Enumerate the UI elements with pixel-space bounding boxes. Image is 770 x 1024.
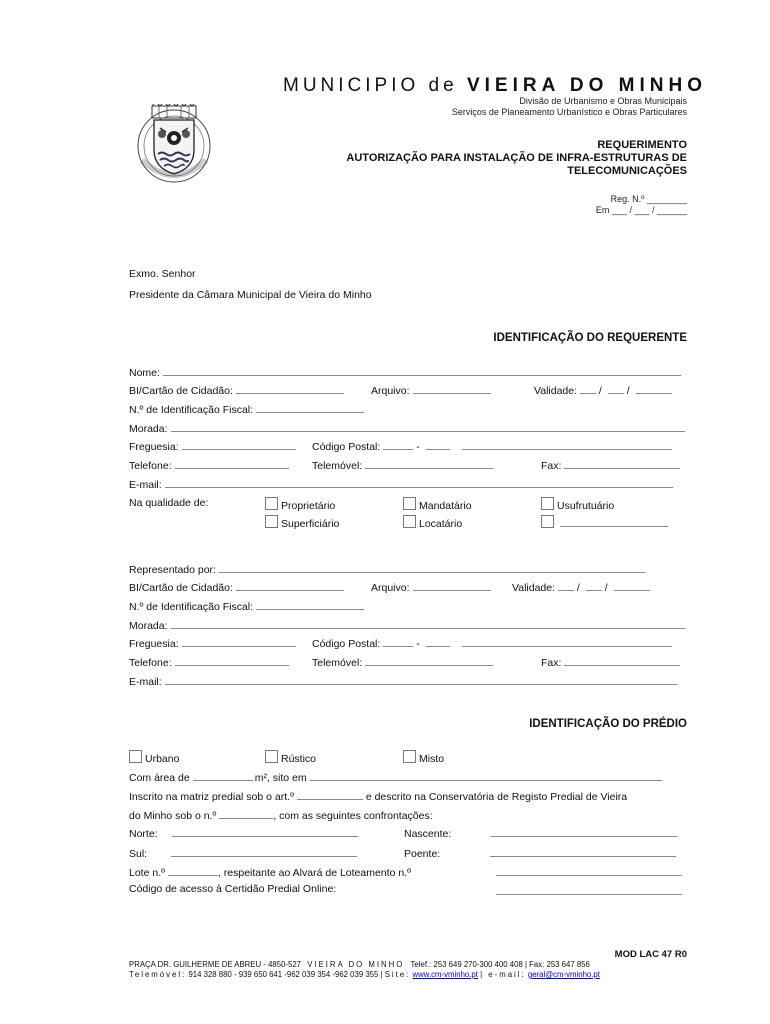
nif-row <box>129 401 364 416</box>
nif-field[interactable] <box>256 401 364 413</box>
matriz-label-2: e descrito na Conservatória de Registo Predial de Vieira <box>365 791 628 803</box>
poente-field[interactable] <box>490 845 676 857</box>
checkbox-misto[interactable] <box>403 750 416 763</box>
poente-row <box>404 845 676 860</box>
rep-validade-label: Validade: <box>512 582 556 594</box>
type-misto[interactable] <box>403 750 444 765</box>
freguesia-field[interactable] <box>182 438 296 450</box>
rep-morada-field[interactable] <box>171 617 685 629</box>
footer-line-2 <box>129 970 600 979</box>
rep-validade-day-field[interactable] <box>558 579 574 591</box>
matriz-label-1: Inscrito na matriz predial sob o art.º <box>129 791 294 803</box>
telemovel-field[interactable] <box>365 457 493 469</box>
bi-label: BI/Cartão de Cidadão: <box>129 385 233 397</box>
type-rustico[interactable] <box>265 750 316 765</box>
codigo-postal-row: Código Postal: - <box>312 438 672 453</box>
fax-row <box>541 457 680 472</box>
title-name: VIEIRA DO MINHO <box>466 75 708 96</box>
footer-address: PRAÇA DR. GUILHERME DE ABREU - 4850-527 <box>129 960 302 969</box>
type-label: Rústico <box>281 753 317 765</box>
reg-number-field[interactable]: Reg. N.º ________ <box>610 194 687 204</box>
sul-label: Sul: <box>129 848 148 860</box>
rep-nif-field[interactable] <box>256 598 364 610</box>
telefone-field[interactable] <box>175 457 289 469</box>
minho-label-1: do Minho sob o n.º <box>129 810 217 822</box>
footer-email-label: | e-mail: <box>480 970 526 979</box>
qualidade-label: Na qualidade de: <box>129 497 209 509</box>
rep-nif-label: N.º de Identificação Fiscal: <box>129 601 254 613</box>
date-field[interactable]: Em ___ / ___ / ______ <box>595 205 687 215</box>
rep-telefone-label: Telefone: <box>129 657 172 669</box>
coat-of-arms-emblem <box>130 104 218 184</box>
option-label: Mandatário <box>419 500 472 512</box>
rep-codigo-postal-row: Código Postal: - <box>312 635 672 650</box>
footer-mobiles: 914 328 880 - 939 650 641 -962 039 354 -962 039 355 | <box>188 970 383 979</box>
rep-freguesia-row <box>129 635 296 650</box>
sul-row <box>129 845 357 860</box>
applicant-heading: IDENTIFICAÇÃO DO REQUERENTE <box>493 332 687 344</box>
rep-freguesia-label: Freguesia: <box>129 638 179 650</box>
rep-telefone-field[interactable] <box>175 654 289 666</box>
morada-label: Morada: <box>129 423 168 435</box>
minho-row <box>129 807 433 822</box>
arquivo-field[interactable] <box>413 382 491 394</box>
option-label: Locatário <box>419 518 463 530</box>
codigo-postal-label: Código Postal: <box>312 441 381 453</box>
rep-telemovel-field[interactable] <box>365 654 493 666</box>
doc-subject-line-1: AUTORIZAÇÃO PARA INSTALAÇÃO DE INFRA-ESTRUTURAS DE <box>346 152 687 164</box>
rep-arquivo-label: Arquivo: <box>371 582 410 594</box>
codigo-acesso-field[interactable] <box>496 883 682 895</box>
option-mandatario[interactable] <box>403 497 472 512</box>
nome-label: Nome: <box>129 367 160 379</box>
option-label: Superficiário <box>281 518 340 530</box>
nome-field[interactable] <box>163 364 681 376</box>
rep-bi-label: BI/Cartão de Cidadão: <box>129 582 233 594</box>
morada-field[interactable] <box>171 420 685 432</box>
email-label: E-mail: <box>129 479 162 491</box>
rep-nif-row <box>129 598 364 613</box>
codigo-postal-locality-field[interactable] <box>462 438 672 450</box>
rep-codigo-postal-field-2[interactable] <box>426 635 450 647</box>
arquivo-label: Arquivo: <box>371 385 410 397</box>
bi-row <box>129 382 344 397</box>
checkbox-usufrutuario[interactable] <box>541 497 554 510</box>
validade-year-field[interactable] <box>636 382 672 394</box>
rep-validade-month-field[interactable] <box>586 579 602 591</box>
type-label: Misto <box>419 753 445 765</box>
codigo-postal-field-1[interactable] <box>383 438 413 450</box>
checkbox-proprietario[interactable] <box>265 497 278 510</box>
checkbox-mandatario[interactable] <box>403 497 416 510</box>
lote-field[interactable] <box>168 864 218 876</box>
telemovel-row <box>312 457 493 472</box>
area-suffix: m², sito em <box>254 772 307 784</box>
footer-site-label: Site: <box>384 970 411 979</box>
location-field[interactable] <box>310 769 662 781</box>
matriz-article-field[interactable] <box>297 788 363 800</box>
validade-month-field[interactable] <box>608 382 624 394</box>
rep-email-row <box>129 673 677 688</box>
fax-field[interactable] <box>564 457 680 469</box>
registry-number-field[interactable] <box>219 807 273 819</box>
rep-fax-label: Fax: <box>541 657 562 669</box>
bi-field[interactable] <box>236 382 344 394</box>
area-row <box>129 769 662 784</box>
rep-bi-field[interactable] <box>236 579 344 591</box>
doc-type: REQUERIMENTO <box>597 139 687 151</box>
telefone-row <box>129 457 289 472</box>
rep-codigo-postal-field-1[interactable] <box>383 635 413 647</box>
rep-freguesia-field[interactable] <box>182 635 296 647</box>
matriz-row <box>129 788 627 803</box>
rep-email-label: E-mail: <box>129 676 162 688</box>
rep-morada-row <box>129 617 685 632</box>
nascente-field[interactable] <box>491 825 677 837</box>
norte-label: Norte: <box>129 828 158 840</box>
footer-phone-fax: Telef.: 253 649 270-300 400 408 | Fax: 253 647 856 <box>410 960 590 969</box>
doc-subject-line-2: TELECOMUNICAÇÕES <box>567 165 687 177</box>
checkbox-locatario[interactable] <box>403 515 416 528</box>
option-label: Usufrutuário <box>557 500 615 512</box>
area-prefix: Com área de <box>129 772 190 784</box>
rep-fax-field[interactable] <box>564 654 680 666</box>
option-label: Proprietário <box>281 500 336 512</box>
morada-row <box>129 420 685 435</box>
municipality-title <box>283 75 707 97</box>
salutation: Exmo. Senhor <box>129 268 196 280</box>
sul-field[interactable] <box>171 845 357 857</box>
checkbox-other[interactable] <box>541 515 554 528</box>
email-row <box>129 476 673 491</box>
nascente-row <box>404 825 677 840</box>
represented-row <box>129 561 645 576</box>
represented-field[interactable] <box>219 561 645 573</box>
option-superficiario[interactable] <box>265 515 339 530</box>
rep-email-field[interactable] <box>165 673 677 685</box>
alvara-field[interactable] <box>496 864 682 876</box>
other-quality-field[interactable] <box>560 515 668 527</box>
rep-fax-row <box>541 654 680 669</box>
option-usufrutuario[interactable] <box>541 497 614 512</box>
norte-field[interactable] <box>172 825 358 837</box>
fax-label: Fax: <box>541 460 562 472</box>
freguesia-row <box>129 438 296 453</box>
rep-bi-row <box>129 579 344 594</box>
represented-label: Representado por: <box>129 564 216 576</box>
arquivo-row <box>371 382 491 397</box>
email-field[interactable] <box>165 476 673 488</box>
codigo-acesso-wrap <box>496 883 682 898</box>
rep-codigo-postal-label: Código Postal: <box>312 638 381 650</box>
nascente-label: Nascente: <box>404 828 452 840</box>
option-proprietario[interactable] <box>265 497 335 512</box>
footer-mobile-label: Telemóvel: <box>129 970 187 979</box>
rep-validade-year-field[interactable] <box>614 579 650 591</box>
norte-row <box>129 825 358 840</box>
rep-validade-row: Validade: / / <box>512 579 650 594</box>
lote-label-2: , respeitante ao Alvará de Loteamento n.º <box>217 867 411 879</box>
services-line: Serviços de Planeamento Urbanístico e Obras Particulares <box>451 107 687 117</box>
nome-row <box>129 364 681 379</box>
type-urbano[interactable] <box>129 750 179 765</box>
validade-label: Validade: <box>534 385 578 397</box>
division-line: Divisão de Urbanismo e Obras Municipais <box>519 96 687 106</box>
rep-telemovel-label: Telemóvel: <box>312 657 363 669</box>
rep-morada-label: Morada: <box>129 620 168 632</box>
rep-arquivo-row <box>371 579 491 594</box>
poente-label: Poente: <box>404 848 441 860</box>
rep-codigo-postal-locality-field[interactable] <box>462 635 672 647</box>
validade-row: Validade: / / <box>534 382 672 397</box>
type-label: Urbano <box>145 753 180 765</box>
minho-label-2: , com as seguintes confrontações: <box>273 810 433 822</box>
validade-day-field[interactable] <box>580 382 596 394</box>
lote-row <box>129 864 411 879</box>
lote-label-1: Lote n.º <box>129 867 165 879</box>
recipient: Presidente da Câmara Municipal de Vieira do Minho <box>129 289 372 301</box>
footer-email-link[interactable]: geral@cm-vminho.pt <box>527 970 600 979</box>
area-field[interactable] <box>193 769 253 781</box>
form-code: MOD LAC 47 R0 <box>614 949 687 960</box>
checkbox-urbano[interactable] <box>129 750 142 763</box>
telefone-label: Telefone: <box>129 460 172 472</box>
alvara-field-wrap <box>496 864 682 879</box>
option-other[interactable] <box>541 515 668 530</box>
footer-site-link[interactable]: www.cm-vminho.pt <box>412 970 478 979</box>
property-heading: IDENTIFICAÇÃO DO PRÉDIO <box>529 718 687 730</box>
checkbox-rustico[interactable] <box>265 750 278 763</box>
checkbox-superficiario[interactable] <box>265 515 278 528</box>
rep-arquivo-field[interactable] <box>413 579 491 591</box>
codigo-acesso-label: Código de acesso à Certidão Predial Online: <box>129 883 337 895</box>
nif-label: N.º de Identificação Fiscal: <box>129 404 254 416</box>
rep-telefone-row <box>129 654 289 669</box>
freguesia-label: Freguesia: <box>129 441 179 453</box>
footer-town: VIEIRA DO MINHO <box>307 960 405 969</box>
codigo-postal-field-2[interactable] <box>426 438 450 450</box>
footer-line-1 <box>129 960 590 969</box>
telemovel-label: Telemóvel: <box>312 460 363 472</box>
option-locatario[interactable] <box>403 515 462 530</box>
rep-telemovel-row <box>312 654 493 669</box>
title-prefix: MUNICIPIO de <box>283 75 458 96</box>
